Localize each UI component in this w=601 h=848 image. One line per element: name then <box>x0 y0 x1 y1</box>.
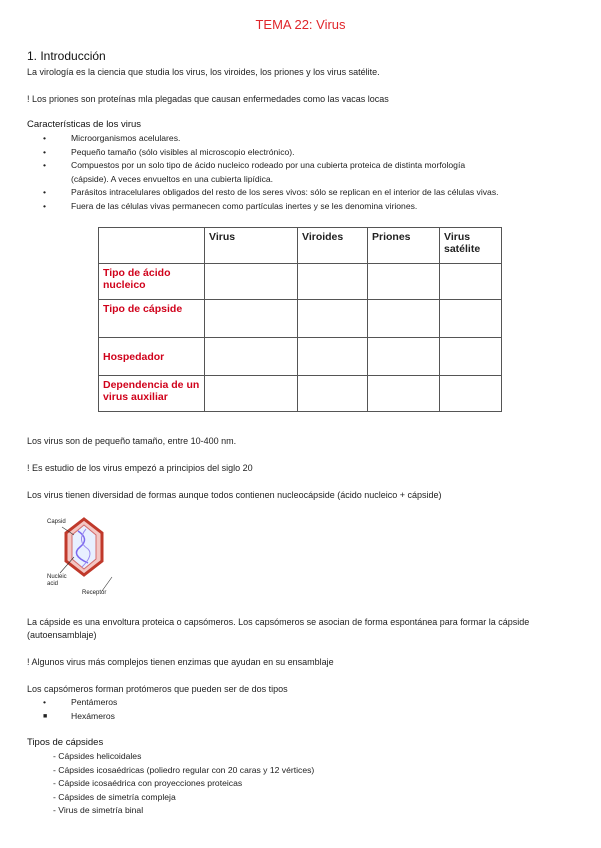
list-item: - Cápsides helicoidales <box>53 751 142 761</box>
table-header-priones: Priones <box>368 228 440 264</box>
paragraph-capside: La cápside es una envoltura proteica o capsómeros. Los capsómeros se asocian de forma espontánea para formar la cápside (autoensamblaje) <box>27 617 530 640</box>
paragraph-tamano: Los virus son de pequeño tamaño, entre 10-400 nm. <box>27 436 237 446</box>
list-item: - Cápside icosaédrica con proyecciones proteicas <box>53 778 243 788</box>
list-item: - Virus de simetría binal <box>53 805 144 815</box>
figure-label-nucleic: Nucleic <box>47 574 67 580</box>
paragraph-formas: Los virus tienen diversidad de formas aunque todos contienen nucleocápside (ácido nucleico + cápside) <box>27 490 442 500</box>
paragraph-enzimas: ! Algunos virus más complejos tienen enzimas que ayudan en su ensamblaje <box>27 657 334 667</box>
caracteristicas-list <box>27 132 587 213</box>
table-header-viroides: Viroides <box>298 228 368 264</box>
virus-diagram-icon <box>40 513 120 603</box>
list-item: ■ Hexámeros <box>43 710 115 721</box>
intro-paragraph: La virología es la ciencia que studia los virus, los viroides, los priones y los virus satélite. <box>27 67 380 77</box>
table-row <box>99 376 502 412</box>
note-priones: ! Los priones son proteínas mla plegadas que causan enfermedades como las vacas locas <box>27 94 389 104</box>
figure-label-receptor: Receptor <box>82 590 107 596</box>
paragraph-estudio: ! Es estudio de los virus empezó a principios del siglo 20 <box>27 463 253 473</box>
row-header: Dependencia de un virus auxiliar <box>99 376 205 412</box>
table-row <box>99 300 502 338</box>
page-title: TEMA 22: Virus <box>255 17 346 32</box>
table-header-empty <box>99 228 205 264</box>
list-item: • Parásitos intracelulares obligados del resto de los seres vivos: sólo se replican en el interior de las células vivas. <box>43 187 499 197</box>
list-item: • Pequeño tamaño (sólo visibles al microscopio electrónico). <box>43 146 295 157</box>
list-item-continuation: (cápside). A veces envueltos en una cubierta lipídica. <box>71 173 274 184</box>
list-item: - Cápsides icosaédricas (poliedro regular con 20 caras y 12 vértices) <box>53 764 315 775</box>
protomeros-list <box>27 696 587 723</box>
table-header-virus: Virus <box>205 228 298 264</box>
list-item: • Fuera de las células vivas permanecen como partículas inertes y se les denomina viriones. <box>43 200 418 211</box>
caracteristicas-heading: Características de los virus <box>27 119 142 130</box>
comparison-table <box>98 227 502 412</box>
row-header: Hospedador <box>99 338 205 376</box>
tipos-capsides-heading: Tipos de cápsides <box>27 737 104 748</box>
virus-structure-figure <box>40 513 120 603</box>
paragraph-protomeros: Los capsómeros forman protómeros que pueden ser de dos tipos <box>27 684 288 694</box>
row-header: Tipo de cápside <box>99 300 205 338</box>
list-item: • Pentámeros <box>43 697 118 707</box>
list-item: • Microorganismos acelulares. <box>43 133 181 143</box>
figure-label-capsid: Capsid <box>47 519 66 525</box>
table-row <box>99 338 502 376</box>
table-header-virus-satelite: Virus satélite <box>440 228 502 264</box>
tipos-capsides-list <box>53 750 314 818</box>
list-item: • Compuestos por un solo tipo de ácido nucleico rodeado por una cubierta proteica de distinta morfología <box>43 160 466 170</box>
row-header: Tipo de ácido nucleico <box>99 264 205 300</box>
table-row <box>99 264 502 300</box>
section-heading-introduccion: 1. Introducción <box>27 49 106 63</box>
figure-label-acid: acid <box>47 581 59 587</box>
list-item: - Cápsides de simetría compleja <box>53 791 176 802</box>
table-header-row <box>99 228 502 264</box>
